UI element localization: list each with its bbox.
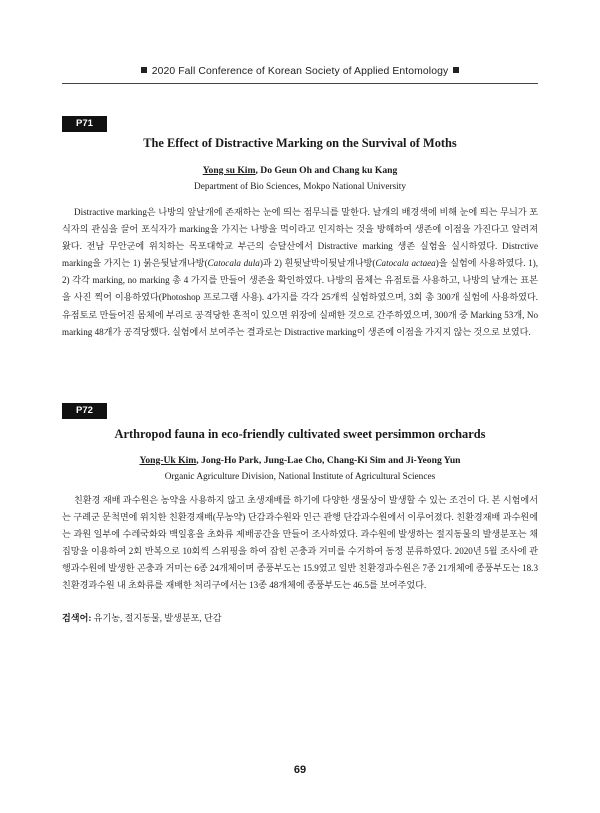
square-bullet-icon [453, 67, 459, 73]
abstract-body [62, 204, 538, 341]
conference-title: 2020 Fall Conference of Korean Society of Applied Entomology [151, 66, 449, 77]
running-header [0, 66, 600, 77]
body-text: Distractive marking은 나방의 앞날개에 존재하는 눈에 띄는 점무늬를 말한다. 날개의 배경색에 비해 눈에 띄는 무늬가 포식자의 관심을 끌어 포식자가 marking을 가지는 나방을 먹이라고 인지하는 것을 방해하여 생존에 이점을 가진다고 알려져 왔다. 전남 무안군에 위치하는 목포대학교 부근의 승달산에서 Distractive marking 생존 실험을 실시하였다. Distrctive marking을 가지는 1) 붉은뒷날개나방( [62, 207, 538, 269]
coauthors: , Do Geun Oh and Chang ku Kang [255, 165, 398, 176]
affiliation: Organic Agriculture Division, National Institute of Agricultural Sciences [164, 472, 436, 482]
page-number: 69 [293, 764, 307, 776]
abstract-title: Arthropod fauna in eco-friendly cultivated sweet persimmon orchards [114, 427, 486, 441]
author-line [62, 455, 538, 466]
author-line [62, 165, 538, 176]
abstract-body [62, 492, 538, 595]
abstract-id-badge: P71 [62, 116, 107, 132]
keywords-label: 검색어: [62, 613, 92, 623]
presenting-author: Yong-Uk Kim [139, 455, 197, 466]
species-name: Catocala dula [207, 258, 260, 269]
affiliation: Department of Bio Sciences, Mokpo National University [194, 182, 406, 192]
coauthors: , Jong-Ho Park, Jung-Lae Cho, Chang-Ki Sim and Ji-Yeong Yun [196, 455, 461, 466]
body-text: )과 2) 흰뒷날박이뒷날개나방( [259, 258, 376, 269]
square-bullet-icon [141, 67, 147, 73]
keywords: 유기농, 절지동물, 발생분포, 단감 [91, 613, 222, 623]
header-divider [62, 83, 538, 84]
keywords-line [62, 611, 538, 624]
abstract-id-badge: P72 [62, 403, 107, 419]
abstract-title: The Effect of Distractive Marking on the Survival of Moths [143, 136, 457, 150]
body-text: 친환경 재배 과수원은 농약을 사용하지 않고 초생재배를 하기에 다양한 생물상이 발생할 수 있는 조건이 다. 본 시험에서는 구례군 문척면에 위치한 친환경재배(무농약) 단감과수원와 인근 관행 단감과수원에서 이루어졌다. 친환경재배 과수원에는 과원 일부에 수레국화와 백일홍을 초화류 제배공간을 만들어 조사하였다. 과수원에 발생하는 절지동물의 발생분포는 채집망을 이용하여 2회 반복으로 10회씩 스위핑을 하여 잡힌 곤충과 거미를 수거하여 동정 분류하였다. 2020년 5월 조사에 관행과수원에 발생한 곤충과 거미는 6종 24개체이며 종풍부도는 15.9였고 일반 친환경과수원은 7종 21개체에 종풍부도는 18.3 친환경과수원 내 초화류를 재배한 처리구에서는 13종 48개체에 종풍부도는 46.5를 보여주었다. [62, 495, 538, 591]
presenting-author: Yong su Kim [202, 165, 256, 176]
body-text: )을 실험에 사용하였다. 1), 2) 각각 marking, no marking 총 4 가지를 만들어 생존을 확인하였다. 나방의 몸체는 유점토를 사용하고, 나방의 날개는 표본을 사진 찍어 이용하였다(Photoshop 프로그램 사용). 4가지를 각각 25개씩 실험하였으며, 3회 총 300개 실험에 사용하였다. 유점토로 만들어진 몸체에 부리로 공격당한 흔적이 있으면 위장에 실패한 것으로 간주하였으며, 300개 중 Marking 53개, No marking 48개가 공격당했다. 실험에서 보여주는 결과로는 Distractive marking이 생존에 이점을 가지지 않는 것으로 보였다. [62, 258, 539, 337]
species-name: Catocala actaea [375, 258, 436, 269]
